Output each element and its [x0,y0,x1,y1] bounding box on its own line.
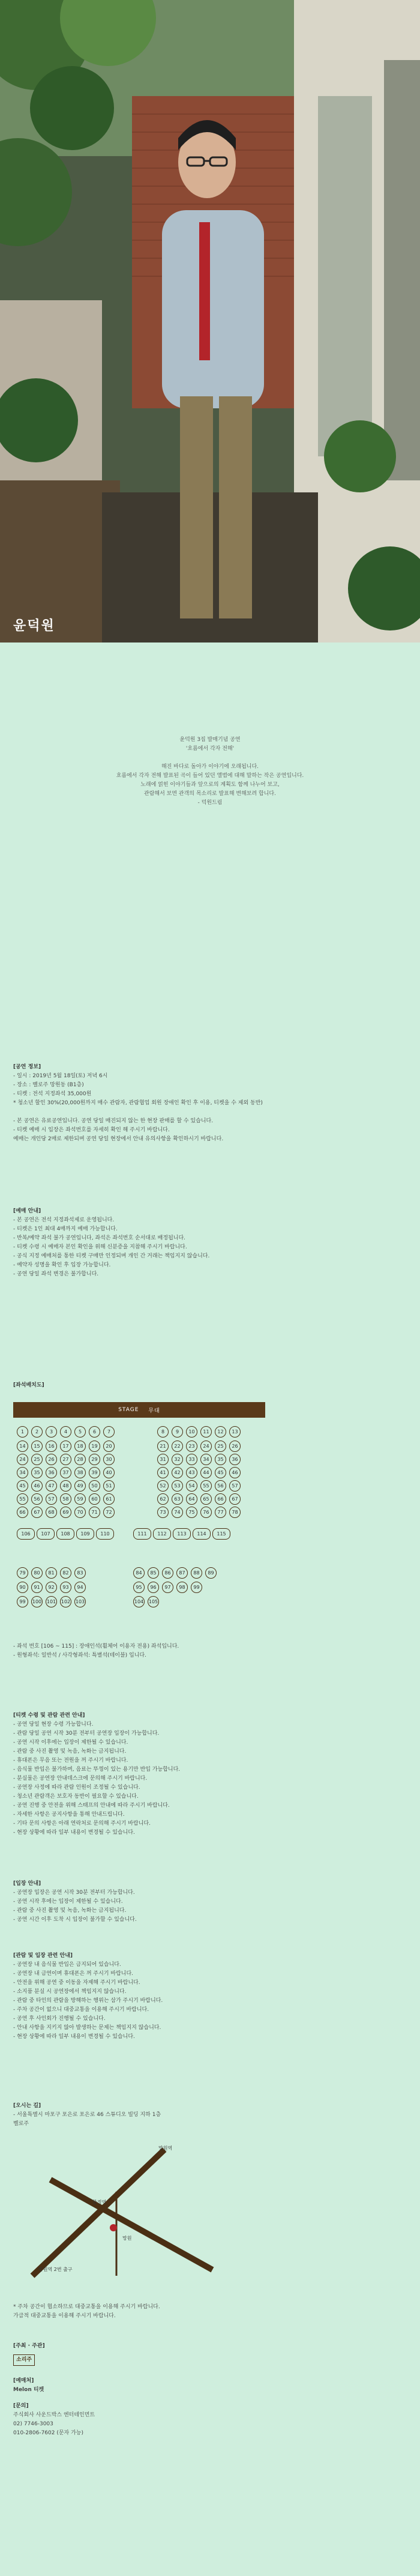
seat: 27 [60,1454,71,1465]
cancel-line: - 관람 중 타인의 관람을 방해하는 행위는 삼가 주시기 바랍니다. [13,1998,163,2004]
cancel-line: - 주차 공간이 없으니 대중교통을 이용해 주시기 바랍니다. [13,2007,149,2013]
seat: 67 [31,1507,43,1518]
seat: 101 [46,1596,57,1607]
concert-info-heading: [공연 정보] [13,1064,41,1070]
seat: 42 [172,1467,183,1478]
seat: 35 [31,1467,43,1478]
seat: 43 [186,1467,197,1478]
seat: 61 [103,1493,115,1505]
seat: 47 [46,1480,57,1492]
seat: 74 [172,1507,183,1518]
seat: 77 [215,1507,226,1518]
map-label-3: 망원 [122,2236,132,2241]
seat: 32 [172,1454,183,1465]
refund-line: - 자세한 사항은 공지사항을 통해 안내드립니다. [13,1812,125,1818]
seat: 36 [229,1454,241,1465]
booking-notice [13,1207,407,1279]
refund-line: - 기타 문의 사항은 아래 연락처로 문의해 주시기 바랍니다. [13,1821,151,1827]
seat: 82 [60,1567,71,1579]
seat: 6 [89,1426,100,1438]
seat: 30 [103,1454,115,1465]
seat-box: 108 [56,1528,74,1540]
seat-box: 112 [153,1528,171,1540]
refund-info [13,1711,407,1837]
seat: 89 [205,1567,217,1579]
seat: 31 [157,1454,169,1465]
cancel-line: - 공연장 내 금연이며 휴대폰은 꺼 주시기 바랍니다. [13,1971,134,1977]
seat: 96 [148,1582,159,1593]
seat-box: 110 [96,1528,114,1540]
seat: 41 [157,1467,169,1478]
notice-line: - 공식 지정 예매처를 통한 티켓 구매만 인정되며 개인 간 거래는 책임지지 않습니다. [13,1253,210,1259]
seat: 14 [17,1441,28,1452]
notice-line: - 예약자 성명을 확인 후 입장 가능합니다. [13,1262,111,1268]
seat: 69 [60,1507,71,1518]
refund-line: - 음식물 반입은 불가하며, 음료는 뚜껑이 있는 용기만 반입 가능합니다. [13,1767,181,1773]
seat: 7 [103,1426,115,1438]
entry-heading: [입장 안내] [13,1881,41,1887]
seat: 39 [89,1467,100,1478]
seat: 15 [31,1441,43,1452]
seat: 94 [74,1582,86,1593]
stage-label: STAGE [118,1407,139,1413]
location-address: - 서울특별시 마포구 포은로 포은로 46 스튜디오 빌딩 지하 1층 [13,2112,161,2118]
seat: 79 [17,1567,28,1579]
hero-photo [0,0,420,642]
seat: 8 [157,1426,169,1438]
seat: 104 [133,1596,145,1607]
seat: 64 [186,1493,197,1505]
seat: 52 [157,1480,169,1492]
info-line: * 청소년 할인 30%(20,000원까지 매수 관람자, 관람협업 회원 장애인 확인 후 이용, 티켓을 수 제외 동반) [13,1100,263,1106]
info-line: - 티켓 : 전석 지정좌석 35,000원 [13,1091,92,1097]
seat: 73 [157,1507,169,1518]
seat: 44 [200,1467,212,1478]
location-notes [13,2303,407,2321]
seat: 70 [74,1507,86,1518]
seat: 99 [191,1582,202,1593]
cancel-heading: [관람 및 입장 관련 안내] [13,1953,73,1959]
seat: 86 [162,1567,173,1579]
seat: 98 [176,1582,188,1593]
stage-sub-label: 무대 [148,1407,160,1414]
seat: 26 [229,1441,241,1452]
contact-line: 010-2806-7602 (문자 가능) [13,2430,84,2436]
organizer-badge: 소리주 [13,2354,35,2366]
intro-line: 관람해서 보면 관객의 목소리로 발표해 변해보려 합니다. [144,791,276,797]
seat: 66 [215,1493,226,1505]
ticket-vendor[interactable]: Melon 티켓 [13,2387,44,2393]
seat: 50 [89,1480,100,1492]
seat: 5 [74,1426,86,1438]
seat: 71 [89,1507,100,1518]
seating-note: - 원형좌석: 일반석 / 사각형좌석: 특별석(테이블) 입니다. [13,1652,146,1658]
seat: 45 [17,1480,28,1492]
info-line: - 티켓 예매 시 입장은 좌석번호를 자세히 확인 해 주시기 바랍니다. [13,1127,170,1133]
location-map [26,2138,218,2288]
seat: 21 [157,1441,169,1452]
seat: 45 [215,1467,226,1478]
seat: 75 [186,1507,197,1518]
seat: 35 [215,1454,226,1465]
seat: 58 [60,1493,71,1505]
map-drawing [26,2138,218,2288]
refund-line: - 공연 당일 현장 수령 가능합니다. [13,1722,94,1728]
intro-line: 윤덕원 3집 발매기념 공연 [179,737,241,743]
map-label-4: 망원역 2번 출구 [38,2267,73,2272]
seat: 10 [186,1426,197,1438]
seat: 26 [46,1454,57,1465]
intro-line [0,754,420,763]
refund-line: - 공연 시작 이후에는 입장이 제한될 수 있습니다. [13,1740,128,1746]
seat: 93 [60,1582,71,1593]
seat-map [13,1402,265,1630]
seat: 65 [200,1493,212,1505]
seat: 38 [74,1467,86,1478]
map-label-1: 망원역 [158,2145,173,2151]
seat: 40 [103,1467,115,1478]
seat: 80 [31,1567,43,1579]
seat: 68 [46,1507,57,1518]
seat: 81 [46,1567,57,1579]
hero-illustration [0,0,420,642]
seat-box: 111 [133,1528,151,1540]
seat: 76 [200,1507,212,1518]
seat: 48 [60,1480,71,1492]
seat: 36 [46,1467,57,1478]
seat: 37 [60,1467,71,1478]
seat: 102 [60,1596,71,1607]
seating-note: - 좌석 번호 [106 ~ 115] : 장애인석(휠체어 이용자 전용) 좌석입니다. [13,1643,179,1649]
entry-line: - 공연 시간 이후 도착 시 입장이 불가할 수 있습니다. [13,1917,137,1923]
seat: 24 [200,1441,212,1452]
intro-line: '흐름에서 각자 전해' [185,746,235,752]
seat: 57 [46,1493,57,1505]
booking-notice-heading: [예매 안내] [13,1208,41,1214]
intro-line: 흐름에서 각자 전해 발표된 곡이 들어 있던 앨범에 대해 말하는 작은 공연입니다. [116,773,304,779]
seat: 1 [17,1426,28,1438]
seat: 9 [172,1426,183,1438]
seat: 72 [103,1507,115,1518]
seat-box: 115 [212,1528,230,1540]
concert-info [13,1063,407,1144]
seat: 95 [133,1582,145,1593]
organizer-heading: [주최 · 주관] [13,2343,45,2349]
notice-line: - 본 공연은 전석 지정좌석제로 운영됩니다. [13,1217,115,1223]
seat: 16 [46,1441,57,1452]
seat-box: 106 [17,1528,35,1540]
refund-line: - 분실물은 공연장 안내데스크에 문의해 주시기 바랍니다. [13,1776,148,1782]
refund-line: - 휴대폰은 무음 또는 전원을 꺼 주시기 바랍니다. [13,1758,128,1764]
seat: 25 [215,1441,226,1452]
seat: 67 [229,1493,241,1505]
intro-line: 노래에 얽힌 이야기들과 앞으로의 계획도 함께 나누어 보고, [140,782,280,788]
seat: 4 [60,1426,71,1438]
seat: 20 [103,1441,115,1452]
seat: 49 [74,1480,86,1492]
contact-line: 주식회사 사운드박스 엔터테인먼트 [13,2412,95,2418]
seat: 17 [60,1441,71,1452]
refund-line: - 관람 중 사진 촬영 및 녹음, 녹화는 금지됩니다. [13,1749,127,1755]
seat: 2 [31,1426,43,1438]
notice-line: - 티켓 수령 시 예매자 본인 확인을 위해 신분증을 지참해 주시기 바랍니다. [13,1244,187,1250]
seat: 28 [74,1454,86,1465]
refund-line: - 청소년 관람객은 보호자 동반이 필요할 수 있습니다. [13,1794,139,1800]
info-line [13,1108,407,1117]
seat-box: 114 [193,1528,211,1540]
seat: 85 [148,1567,159,1579]
seat: 62 [157,1493,169,1505]
seating-notes [13,1642,407,1660]
refund-heading: [티켓 수령 및 관람 관련 안내] [13,1713,85,1719]
notice-line: - 반복/예약 좌석 불가 공연입니다, 좌석은 좌석번호 순서대로 배정됩니다. [13,1235,186,1241]
stage-bar [13,1402,265,1418]
seat: 11 [200,1426,212,1438]
seat: 97 [162,1582,173,1593]
seat: 84 [133,1567,145,1579]
intro-text [0,736,420,808]
seat: 57 [229,1480,241,1492]
seat: 105 [148,1596,159,1607]
seat: 34 [200,1454,212,1465]
cancel-line: - 안전을 위해 공연 중 이동을 자제해 주시기 바랍니다. [13,1980,140,1986]
location-info [13,2102,407,2129]
seat: 12 [215,1426,226,1438]
seat: 56 [31,1493,43,1505]
seat: 18 [74,1441,86,1452]
seat: 13 [229,1426,241,1438]
seat-box: 113 [173,1528,191,1540]
seat: 59 [74,1493,86,1505]
seat: 25 [31,1454,43,1465]
seat: 63 [172,1493,183,1505]
entry-info [13,1879,407,1924]
seating-heading: [좌석배치도] [13,1382,44,1388]
seating-heading-wrap [13,1381,407,1390]
seat: 55 [200,1480,212,1492]
ticket-heading: [예매처] [13,2378,34,2384]
location-note: * 주차 공간이 협소하므로 대중교통을 이용해 주시기 바랍니다. [13,2304,160,2310]
seat: 99 [17,1596,28,1607]
seat: 100 [31,1596,43,1607]
location-venue: 벨로주 [13,2121,29,2127]
map-label-2: 합정역 [92,2200,107,2205]
artist-name: 윤덕원 [13,618,55,633]
seat: 92 [46,1582,57,1593]
seat: 51 [103,1480,115,1492]
entry-line: - 공연장 입장은 공연 시작 30분 전부터 가능합니다. [13,1890,135,1896]
seat: 56 [215,1480,226,1492]
seat: 78 [229,1507,241,1518]
cancel-line: - 현장 상황에 따라 일부 내용이 변경될 수 있습니다. [13,2034,135,2040]
seat: 90 [17,1582,28,1593]
info-line: - 본 공연은 유료공연입니다. 공연 당일 매진되지 않는 한 현장 판매를 할 수 있습니다. [13,1118,214,1124]
seat-box: 109 [76,1528,94,1540]
seat: 23 [186,1441,197,1452]
seat: 22 [172,1441,183,1452]
cancel-line: - 안내 사항을 지키지 않아 발생하는 문제는 책임지지 않습니다. [13,2025,161,2031]
seat: 3 [46,1426,57,1438]
info-line: 예매는 개인당 2매로 제한되며 공연 당일 현장에서 안내 유의사항을 확인하시기 바랍니다. [13,1136,224,1142]
refund-line: - 관람 당일 공연 시작 30분 전부터 공연장 입장이 가능합니다. [13,1731,160,1737]
seat: 60 [89,1493,100,1505]
seat: 46 [31,1480,43,1492]
cancel-line: - 공연장 내 음식물 반입은 금지되어 있습니다. [13,1962,121,1968]
contact-heading: [문의] [13,2403,29,2409]
info-line: - 일시 : 2019년 5월 18일(토) 저녁 6시 [13,1073,108,1079]
seat-box: 107 [37,1528,55,1540]
entry-line: - 관람 중 사진 촬영 및 녹음, 녹화는 금지됩니다. [13,1908,127,1914]
location-heading: [오시는 길] [13,2103,41,2109]
seat: 88 [191,1567,202,1579]
seat: 55 [17,1493,28,1505]
cancel-line: - 공연 후 사인회가 진행될 수 있습니다. [13,2016,106,2022]
seat: 66 [17,1507,28,1518]
seat: 54 [186,1480,197,1492]
seat: 34 [17,1467,28,1478]
intro-line: 해진 바다로 돌아가 이야기에 오래됩니다. [161,764,259,770]
seat: 19 [89,1441,100,1452]
notice-line: - 티켓은 1인 최대 4매까지 예매 가능합니다. [13,1226,118,1232]
seat: 46 [229,1467,241,1478]
organizer-info [13,2342,407,2438]
seat: 29 [89,1454,100,1465]
contact-line: 02) 7746-3003 [13,2421,53,2427]
entry-line: - 공연 시작 후에는 입장이 제한될 수 있습니다. [13,1899,123,1905]
refund-line: - 공연 진행 중 안전을 위해 스태프의 안내에 따라 주시기 바랍니다. [13,1803,170,1809]
seat: 103 [74,1596,86,1607]
venue-marker [110,2224,117,2231]
seat: 24 [17,1454,28,1465]
seat: 53 [172,1480,183,1492]
seat: 91 [31,1582,43,1593]
info-line: - 장소 : 벨로주 망원동 (B1층) [13,1082,84,1088]
seat: 87 [176,1567,188,1579]
location-note: 가급적 대중교통을 이용해 주시기 바랍니다. [13,2313,116,2319]
intro-line: - 덕원드림 [197,800,223,806]
cancel-info [13,1952,407,2042]
cancel-line: - 소지품 분실 시 공연장에서 책임지지 않습니다. [13,1989,127,1995]
notice-line: - 공연 당일 좌석 변경은 불가합니다. [13,1271,99,1277]
seat: 33 [186,1454,197,1465]
refund-line: - 현장 상황에 따라 일부 내용이 변경될 수 있습니다. [13,1830,135,1836]
seat: 83 [74,1567,86,1579]
refund-line: - 공연장 사정에 따라 관람 인원이 조정될 수 있습니다. [13,1785,140,1791]
